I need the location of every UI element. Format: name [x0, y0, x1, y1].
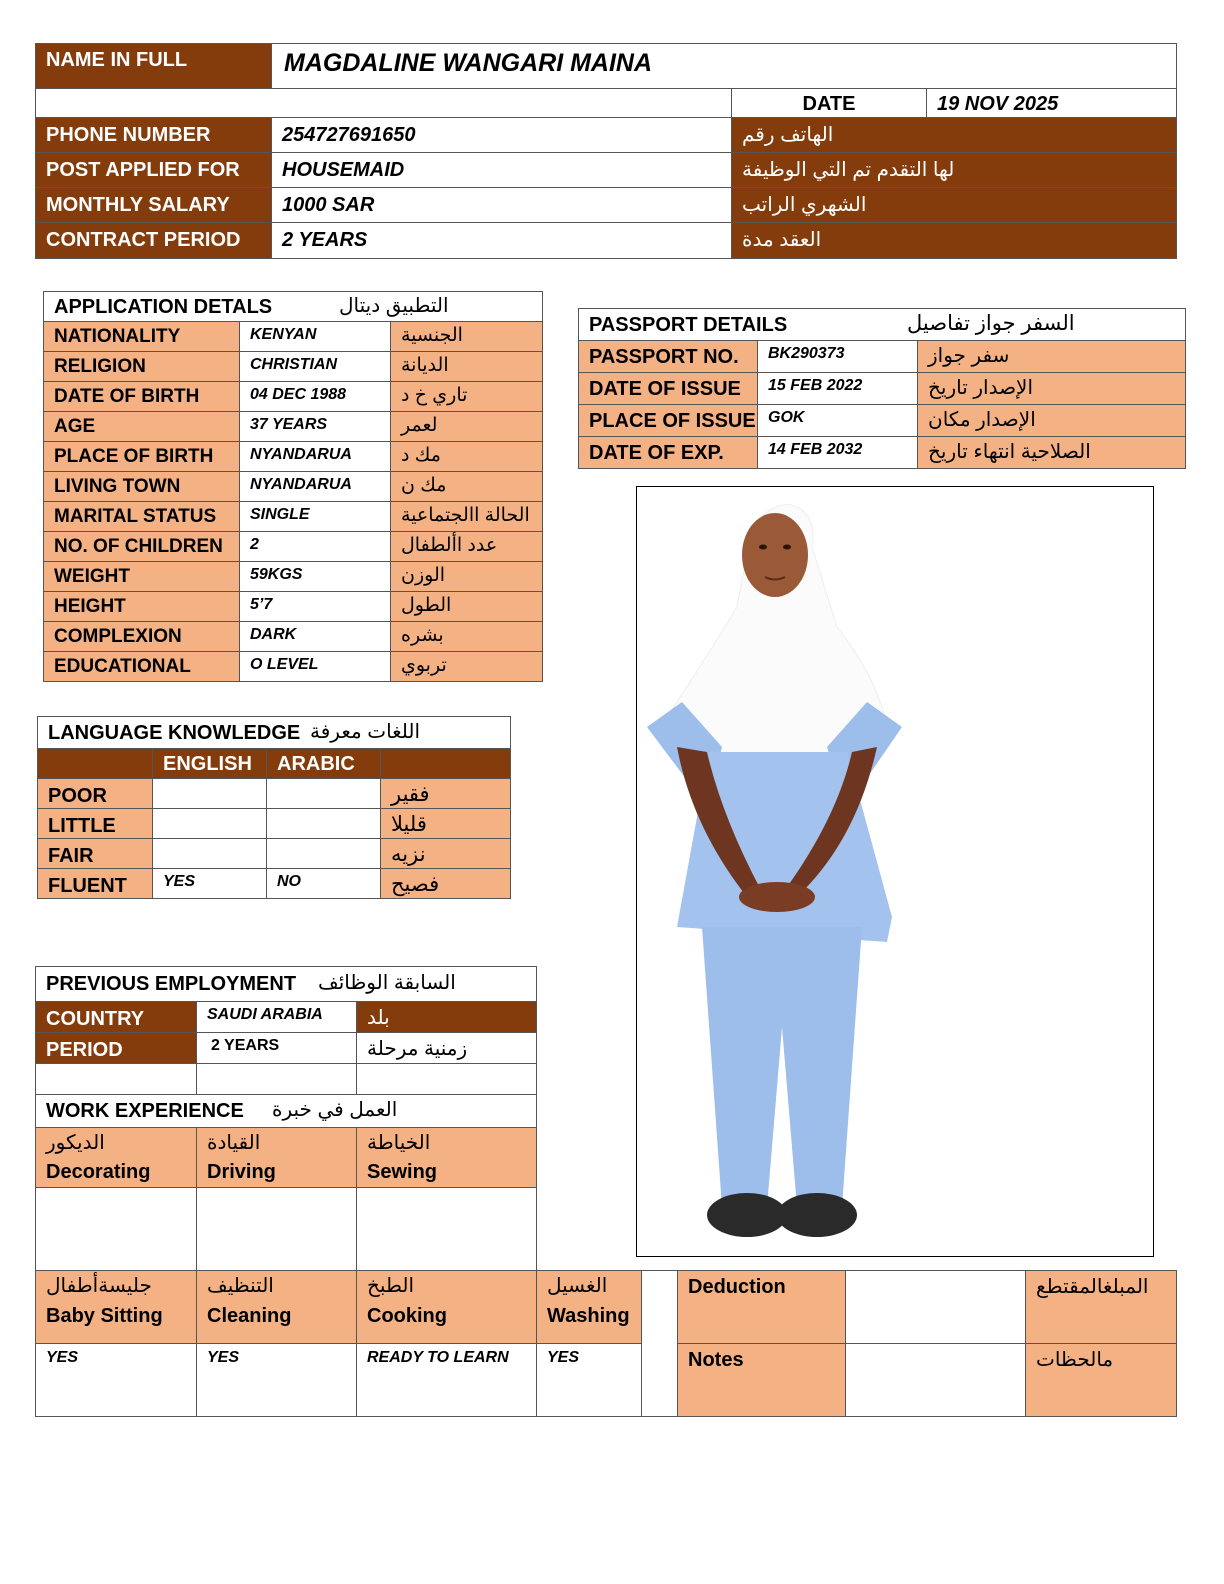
skill-value-cell	[196, 1187, 357, 1271]
passport-row-arabic: الصلاحية انتهاء تاريخ	[917, 436, 1186, 469]
skill-header-1	[35, 1127, 197, 1188]
application-row-arabic: الوزن	[390, 561, 543, 592]
language-header-blank	[37, 748, 153, 779]
application-row-value: 37 YEARS	[239, 411, 391, 442]
notes-arabic: مالحظات	[1025, 1343, 1177, 1417]
hands	[739, 882, 815, 912]
application-row-arabic: بشره	[390, 621, 543, 652]
date-label: DATE	[731, 88, 927, 118]
application-row-arabic: الجنسية	[390, 321, 543, 352]
post-label: POST APPLIED FOR	[35, 152, 272, 188]
blank-cell	[35, 88, 732, 118]
skill-label: Driving	[207, 1161, 276, 1183]
language-title-arabic: اللغات معرفة	[310, 721, 421, 743]
application-row-label: NATIONALITY	[43, 321, 240, 352]
skill-arabic: الغسيل	[547, 1275, 608, 1297]
salary-arabic: الشهري الراتب	[731, 187, 1177, 223]
language-col-english: ENGLISH	[152, 748, 267, 779]
application-row-value: SINGLE	[239, 501, 391, 532]
language-row-arabic-level	[266, 838, 381, 869]
application-row-label: WEIGHT	[43, 561, 240, 592]
skill-arabic: جليسةأطفال	[46, 1275, 152, 1297]
application-row-value: 59KGS	[239, 561, 391, 592]
salary-value: 1000 SAR	[271, 187, 732, 223]
phone-value: 254727691650	[271, 117, 732, 153]
right-shoe	[777, 1193, 857, 1237]
skill-arabic: التنظيف	[207, 1275, 274, 1297]
country-arabic: بلد	[356, 1001, 537, 1033]
application-row-value: 2	[239, 531, 391, 562]
passport-row-label: DATE OF ISSUE	[578, 372, 758, 405]
date-value: 19 NOV 2025	[926, 88, 1177, 118]
salary-label: MONTHLY SALARY	[35, 187, 272, 223]
application-row-label: COMPLEXION	[43, 621, 240, 652]
language-title: LANGUAGE KNOWLEDGE	[48, 722, 301, 744]
passport-row-arabic: سفر جواز	[917, 340, 1186, 373]
language-row-arabic: قليلا	[380, 808, 511, 839]
skill-arabic: القيادة	[207, 1132, 261, 1154]
language-header-blank-right	[380, 748, 511, 779]
skill-header-bottom-2	[196, 1270, 357, 1344]
name-value: MAGDALINE WANGARI MAINA	[271, 43, 1177, 89]
application-row-arabic: لعمر	[390, 411, 543, 442]
skill-value-cell	[356, 1187, 537, 1271]
skill-header-2	[196, 1127, 357, 1188]
applicant-figure	[637, 487, 1153, 1256]
application-row-label: AGE	[43, 411, 240, 442]
application-row-value: 04 DEC 1988	[239, 381, 391, 412]
skill-value: READY TO LEARN	[356, 1343, 537, 1417]
employment-blank-2	[196, 1063, 357, 1095]
period-label: PERIOD	[35, 1032, 197, 1064]
notes-label: Notes	[677, 1343, 846, 1417]
passport-row-label: DATE OF EXP.	[578, 436, 758, 469]
application-title-row	[43, 291, 543, 322]
contract-label: CONTRACT PERIOD	[35, 222, 272, 259]
passport-title: PASSPORT DETAILS	[589, 314, 788, 336]
skill-arabic: الديكور	[46, 1132, 105, 1154]
employment-title: PREVIOUS EMPLOYMENT	[46, 973, 297, 995]
application-row-label: DATE OF BIRTH	[43, 381, 240, 412]
skill-arabic: الخياطة	[367, 1132, 431, 1154]
experience-title-arabic: العمل في خبرة	[272, 1099, 398, 1121]
deduction-label: Deduction	[677, 1270, 846, 1344]
passport-row-value: 15 FEB 2022	[757, 372, 918, 405]
contract-value: 2 YEARS	[271, 222, 732, 259]
post-value: HOUSEMAID	[271, 152, 732, 188]
passport-row-label: PLACE OF ISSUE	[578, 404, 758, 437]
phone-arabic: الهاتف رقم	[731, 117, 1177, 153]
application-row-label: RELIGION	[43, 351, 240, 382]
application-row-arabic: الديانة	[390, 351, 543, 382]
employment-title-arabic: السابقة الوظائف	[318, 972, 456, 994]
skill-value: YES	[536, 1343, 642, 1417]
language-row-arabic: فقير	[380, 778, 511, 809]
language-row-label: POOR	[37, 778, 153, 809]
skill-label: Baby Sitting	[46, 1305, 163, 1327]
application-row-value: 5’7	[239, 591, 391, 622]
application-title: APPLICATION DETALS	[54, 296, 273, 318]
skill-value: YES	[196, 1343, 357, 1417]
application-row-label: MARITAL STATUS	[43, 501, 240, 532]
country-value: SAUDI ARABIA	[196, 1001, 357, 1033]
country-label: COUNTRY	[35, 1001, 197, 1033]
skill-value-cell	[35, 1187, 197, 1271]
contract-arabic: العقد مدة	[731, 222, 1177, 259]
application-row-value: NYANDARUA	[239, 441, 391, 472]
notes-value[interactable]	[845, 1343, 1026, 1417]
application-row-label: NO. OF CHILDREN	[43, 531, 240, 562]
passport-row-value: 14 FEB 2032	[757, 436, 918, 469]
experience-title-row	[35, 1094, 537, 1128]
passport-row-label: PASSPORT NO.	[578, 340, 758, 373]
passport-title-row	[578, 308, 1186, 341]
employment-title-row	[35, 966, 537, 1002]
employment-blank-3	[356, 1063, 537, 1095]
application-row-arabic: مك ن	[390, 471, 543, 502]
employment-blank-1	[35, 1063, 197, 1095]
application-row-value: CHRISTIAN	[239, 351, 391, 382]
language-row-english: YES	[152, 868, 267, 899]
application-row-label: LIVING TOWN	[43, 471, 240, 502]
period-arabic: زمنية مرحلة	[356, 1032, 537, 1064]
scrub-pants	[702, 927, 862, 1207]
application-row-value: KENYAN	[239, 321, 391, 352]
passport-row-arabic: الإصدار مكان	[917, 404, 1186, 437]
language-row-arabic-level	[266, 808, 381, 839]
skill-label: Sewing	[367, 1161, 438, 1183]
application-title-arabic: التطبيق ديتال	[339, 295, 449, 317]
language-title-row	[37, 716, 511, 749]
language-row-arabic-level: NO	[266, 868, 381, 899]
language-row-arabic-level	[266, 778, 381, 809]
name-label: NAME IN FULL	[35, 43, 272, 89]
application-row-arabic: الحالة االجتماعية	[390, 501, 543, 532]
applicant-photo	[636, 486, 1154, 1257]
language-row-english	[152, 838, 267, 869]
skill-label: Cleaning	[207, 1305, 292, 1327]
application-row-arabic: تربوي	[390, 651, 543, 682]
deduction-arabic: المبلغالمقتطع	[1025, 1270, 1177, 1344]
skill-label: Cooking	[367, 1305, 447, 1327]
application-row-arabic: الطول	[390, 591, 543, 622]
application-row-value: DARK	[239, 621, 391, 652]
application-row-label: PLACE OF BIRTH	[43, 441, 240, 472]
skills-spacer-cell	[641, 1270, 678, 1417]
passport-row-value: BK290373	[757, 340, 918, 373]
skill-label: Washing	[547, 1305, 630, 1327]
application-row-value: NYANDARUA	[239, 471, 391, 502]
application-row-label: HEIGHT	[43, 591, 240, 622]
skill-header-3	[356, 1127, 537, 1188]
language-row-arabic: نزيه	[380, 838, 511, 869]
skill-arabic: الطبخ	[367, 1275, 415, 1297]
passport-row-value: GOK	[757, 404, 918, 437]
application-row-arabic: عدد األطفال	[390, 531, 543, 562]
language-row-label: LITTLE	[37, 808, 153, 839]
language-row-label: FLUENT	[37, 868, 153, 899]
face	[742, 513, 808, 597]
left-shoe	[707, 1193, 787, 1237]
experience-title: WORK EXPERIENCE	[46, 1100, 244, 1122]
post-arabic: لها التقدم تم التي الوظيفة	[731, 152, 1177, 188]
application-row-label: EDUCATIONAL	[43, 651, 240, 682]
application-row-value: O LEVEL	[239, 651, 391, 682]
passport-row-arabic: الإصدار تاريخ	[917, 372, 1186, 405]
period-value: 2 YEARS	[196, 1032, 357, 1064]
application-row-arabic: مك د	[390, 441, 543, 472]
language-row-english	[152, 778, 267, 809]
language-row-label: FAIR	[37, 838, 153, 869]
skill-header-bottom-1	[35, 1270, 197, 1344]
language-row-english	[152, 808, 267, 839]
language-col-arabic: ARABIC	[266, 748, 381, 779]
phone-label: PHONE NUMBER	[35, 117, 272, 153]
application-row-arabic: تاري خ د	[390, 381, 543, 412]
skill-header-bottom-4	[536, 1270, 642, 1344]
passport-title-arabic: السفر جواز تفاصيل	[907, 312, 1075, 335]
language-row-arabic: فصيح	[380, 868, 511, 899]
skill-header-bottom-3	[356, 1270, 537, 1344]
deduction-value[interactable]	[845, 1270, 1026, 1344]
skill-value: YES	[35, 1343, 197, 1417]
skill-label: Decorating	[46, 1161, 151, 1183]
